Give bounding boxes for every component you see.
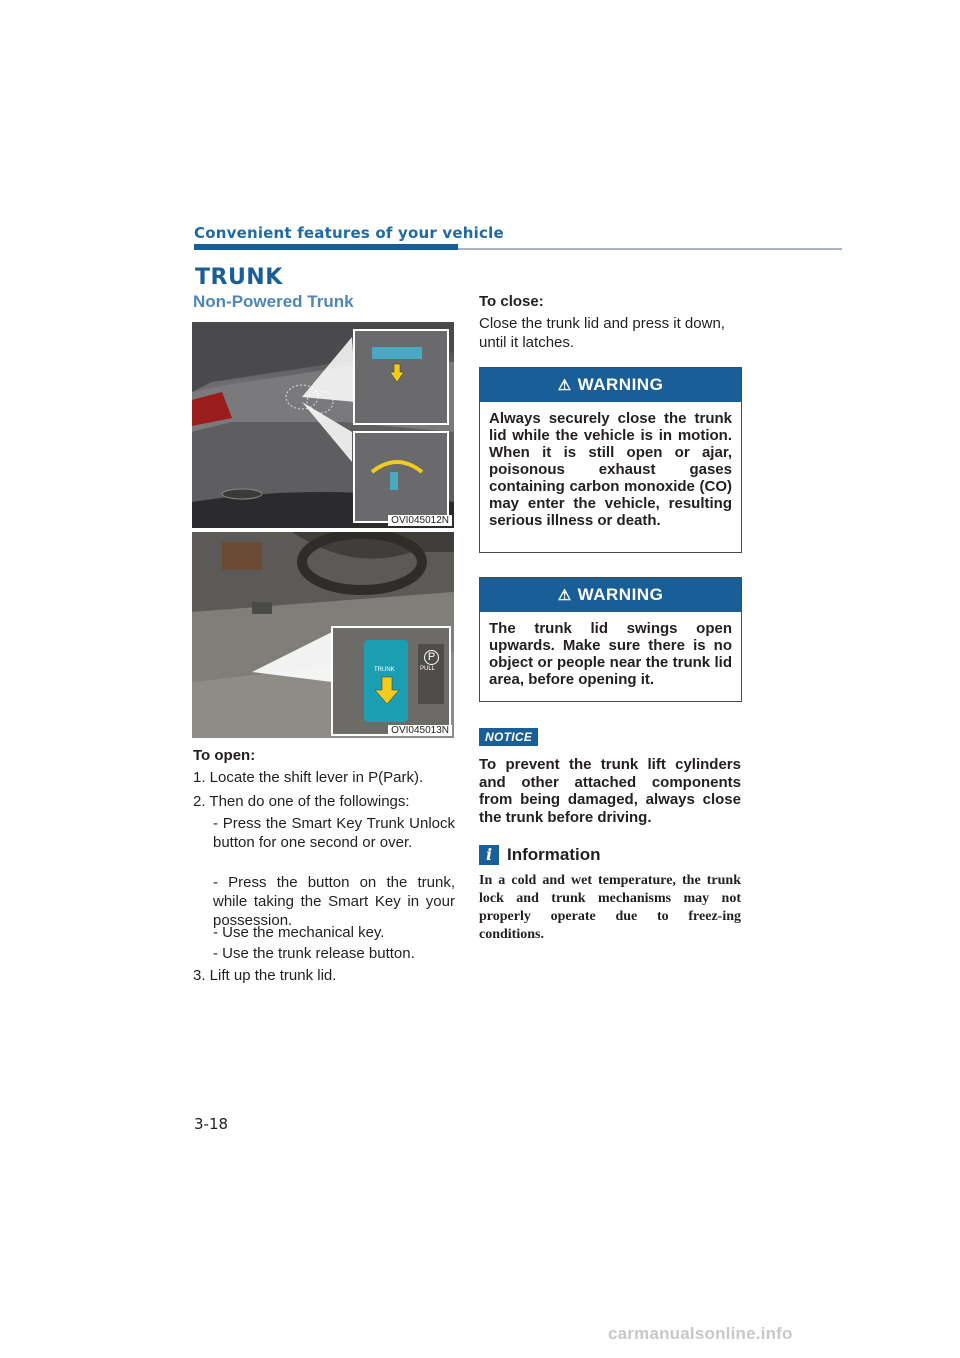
information-text: In a cold and wet temperature, the trunk lock and trunk mechanisms may not properly operate due to freez-ing conditions. bbox=[479, 873, 741, 942]
warning-triangle-icon: ⚠ bbox=[557, 587, 572, 604]
trunk-button-label: TRUNK bbox=[374, 667, 395, 673]
info-icon: i bbox=[479, 845, 499, 865]
warning-header bbox=[480, 368, 741, 402]
car-rear-illustration bbox=[192, 322, 454, 528]
open-step-1: 1. Locate the shift lever in P(Park). bbox=[193, 769, 424, 786]
warning-header bbox=[480, 578, 741, 612]
warning-label: WARNING bbox=[577, 585, 664, 604]
open-bullet-3: - Use the mechanical key. bbox=[213, 924, 385, 941]
warning-triangle-icon: ⚠ bbox=[557, 377, 572, 394]
warning-label: WARNING bbox=[577, 375, 664, 394]
header-rule-thin bbox=[458, 248, 842, 250]
information-title: Information bbox=[507, 845, 601, 864]
open-bullet-1: - Press the Smart Key Trunk Unlock button for one second or over. bbox=[213, 815, 455, 851]
subsection-title: Non-Powered Trunk bbox=[193, 292, 354, 311]
interior-illustration bbox=[192, 532, 454, 738]
chapter-title: Convenient features of your vehicle bbox=[194, 224, 504, 242]
header-rule-thick bbox=[194, 244, 458, 250]
open-step-3: 3. Lift up the trunk lid. bbox=[193, 967, 337, 984]
close-text: Close the trunk lid and press it down, until it latches. bbox=[479, 315, 725, 351]
open-bullet-4: - Use the trunk release button. bbox=[213, 945, 415, 962]
figure-caption: OVI045012N bbox=[388, 515, 452, 526]
warning-text: Always securely close the trunk lid while the vehicle is in motion. When it is still open or ajar, poisonous exhaust gases containing carbon monoxide (CO) may enter the vehicle, resulting serious illness or death. bbox=[489, 410, 732, 529]
open-step-2: 2. Then do one of the followings: bbox=[193, 793, 410, 810]
trunk-exterior-figure bbox=[192, 322, 454, 528]
section-title: TRUNK bbox=[195, 265, 283, 290]
pull-label: PULL bbox=[420, 666, 436, 672]
trunk-release-figure bbox=[192, 532, 454, 738]
watermark: carmanualsonline.info bbox=[608, 1324, 793, 1343]
page-number: 3-18 bbox=[194, 1115, 229, 1133]
notice-text: To prevent the trunk lift cylinders and other attached components from being damaged, always close the trunk before driving. bbox=[479, 756, 741, 826]
warning-box-2 bbox=[479, 577, 742, 702]
figure-caption: OVI045013N bbox=[388, 725, 452, 736]
warning-text: The trunk lid swings open upwards. Make sure there is no object or people near the trunk lid area, before opening it. bbox=[489, 620, 732, 688]
warning-box-1 bbox=[479, 367, 742, 553]
close-heading: To close: bbox=[479, 293, 544, 310]
park-button-label: P bbox=[424, 650, 439, 665]
open-bullet-2: - Press the button on the trunk, while taking the Smart Key in your possession. bbox=[213, 874, 455, 929]
notice-badge: NOTICE bbox=[479, 728, 538, 746]
open-heading: To open: bbox=[193, 747, 256, 764]
